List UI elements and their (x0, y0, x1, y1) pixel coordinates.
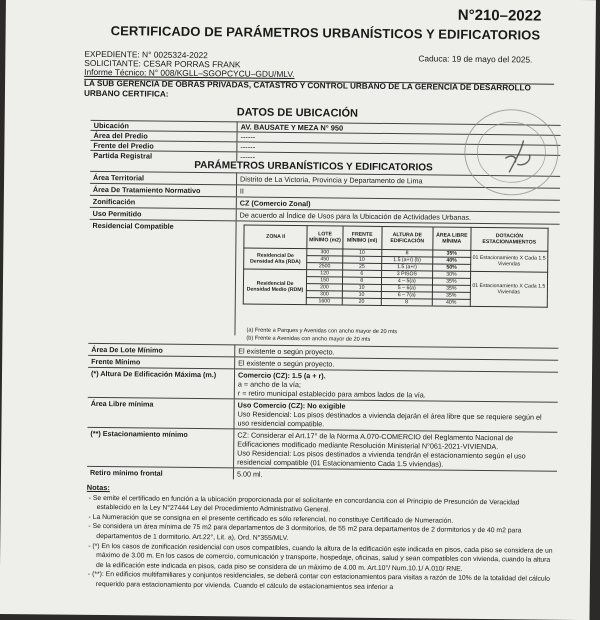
cell: 4 – 5(a) (381, 277, 432, 285)
area-libre-line-1: Uso Comercio (CZ): No exigible (237, 400, 346, 411)
area-territorial-value: Distrito de La Victoria, Provincia y Departamento de Lima (237, 173, 561, 188)
certificate-number: N°210–2022 (457, 6, 542, 25)
tratamiento-label: Área De Tratamiento Normativo (90, 183, 237, 197)
zonificacion-label: Zonificación (90, 195, 237, 209)
zone-label: Residencial De Densidad Medio (RDM) (243, 269, 307, 305)
cell: 10 (343, 249, 382, 256)
cell: 40% (432, 299, 470, 306)
expiry-date: Caduca: 19 de mayo del 2025. (418, 53, 533, 65)
cell: 2500 (307, 263, 343, 270)
cell: 30% (433, 271, 471, 278)
cell: 8 (342, 277, 381, 284)
estacionamiento-line-1: CZ: Considerar el Art.17° de la Norma A.070-COMERCIO del Reglamento Nacional de Edificaciones modificado mediante Resolución Ministerial N°061-2021-VIVIENDA. (237, 430, 514, 452)
cell: 200 (307, 284, 343, 291)
zonificacion-value: CZ (Comercio Zonal) (236, 197, 560, 212)
altura-value (234, 369, 558, 402)
parking-cell: 01 Estacionamiento X Cada 1.5 Viviendas (470, 250, 547, 272)
cell: 450 (307, 256, 343, 263)
cell: 35% (432, 278, 470, 285)
partida-label: Partida Registral (90, 150, 237, 161)
note-text: (*) En los casos de zonificación residencial con usos compatibles, cuando la altura de la edificación este indicada en pisos, cada piso se considera de un máximo de 3.00 m. En los casos de comercio, comunicación y transporte, hospedaje, oficinas, salud y sean compatibles con vivienda, cuando la altura de la edificación este indicada en pisos, cada piso se considera de un máximo de 4.00 m. Art.10°/ Num.10.1/ A.010/ RNE. (92, 542, 553, 573)
table-row (87, 427, 557, 471)
note-item: - La Numeración que se consigna en el presente certificado es sólo referencial, no constituye Certificado de Numeración. (88, 513, 454, 525)
frente-minimo-value: El existente o según proyecto. (235, 357, 559, 372)
col-header: FRENTE MÍNIMO (ml) (343, 226, 382, 249)
residencial-table (243, 225, 549, 308)
cell: 35% (432, 285, 470, 292)
lote-minimo-value: El existente o según proyecto. (235, 345, 559, 360)
informe-tecnico: Informe Técnico: N° 008/KGLL–SGOPCYCU–GDU/MLV. (84, 66, 295, 80)
altura-line-2: a = ancho de la vía; (237, 379, 301, 390)
area-libre-value (234, 399, 558, 432)
notes-section (86, 483, 555, 594)
expediente: EXPEDIENTE: N° 0025324-2022 (84, 48, 208, 61)
frente-predio-value: ------ (237, 142, 561, 155)
parametros-lower-table (87, 343, 558, 483)
ubicacion-heading: DATOS DE UBICACIÓN (236, 106, 359, 120)
cell: 40% (433, 257, 471, 264)
col-header: ÁREA LIBRE MÍNIMA (433, 227, 471, 250)
cell: 25 (342, 263, 381, 270)
cell: 3 PISOS (381, 270, 432, 278)
cell: 150 (307, 277, 343, 284)
residencial-label: Residencial Compatible (88, 219, 236, 335)
retiro-label: Retiro mínimo frontal (87, 466, 234, 479)
area-territorial-label: Área Territorial (90, 171, 237, 185)
estacionamiento-value (234, 429, 558, 471)
cell: 35% (433, 250, 471, 257)
table-row (88, 367, 558, 402)
cell: 10 (342, 291, 381, 298)
note-text: (**): En edificios multifamiliares y conjuntos residenciales, se deberá contar con estacionamientos para visitas a razón de 10% de la totalidad del cálculo requerido para estacionamiento por vivienda. Cuando el cálculo de estacionamientos sea inferior a (92, 571, 550, 592)
col-header: LOTE MÍNIMO (m2) (307, 226, 343, 249)
note-item: - Se emite el certificado en función a la ubicación proporcionada por el solicitante en concordancia con el Principio de Presunción de Veracidad establecido en la Ley N°27444 Ley del Procedimiento Administrativo General. (88, 494, 520, 514)
cell: 8 (381, 298, 432, 306)
col-header: ZONA II (244, 225, 308, 249)
solicitante: SOLICITANTE: CESAR PORRAS FRANK (84, 57, 241, 70)
estacionamiento-label: (**) Estacionamiento mínimo (87, 427, 234, 468)
cell: 1600 (307, 298, 343, 305)
ubicacion-value: AV. BAUSATE Y MEZA N° 950 (237, 122, 561, 135)
area-libre-line-2: Uso Residencial: Los pisos destinados a vivienda dejarán el área libre que se requiere según el uso residencial compatible. (237, 409, 542, 429)
uso-permitido-label: Uso Permitido (90, 207, 237, 221)
table-note-a: (a) Frente a Parques y Avenidas con ancho mayor de 20 mts (246, 327, 398, 336)
parking-cell: 01 Estacionamiento X Cada 1.5 Viviendas (470, 271, 548, 307)
cell: 6 – 7(a) (381, 291, 432, 299)
note-item: - Se considera un área mínima de 75 m2 para departamentos de 3 dormitorios, de 55 m2 para departamentos de 2 dormitorios y de 40 m2 para departamentos de 1 dormitorio. Art.22°, Lit. a), Ord. N°355/MLV. (88, 523, 522, 542)
cell: 120 (307, 270, 343, 277)
lote-minimo-label: Área De Lote Mínimo (88, 343, 235, 357)
tratamiento-value: II (236, 185, 560, 200)
frente-predio-label: Frente del Predio (90, 140, 237, 152)
cell: 8 (381, 249, 432, 257)
notes-heading: Notas: (86, 482, 110, 493)
cell: 10 (342, 256, 381, 263)
cell: 1.5 (a+r) (381, 263, 432, 271)
note-text: La Numeración que se consigna en el presente certificado es sólo referencial, no constituye Certificado de Numeración. (92, 513, 454, 525)
zone-label: Residencial De Densidad Alta (RDA) (244, 248, 307, 270)
note-text: Se emite el certificado en función a la ubicación proporcionada por el solicitante en concordancia con el Principio de Presunción de Veracidad establecido en la Ley N°27444 Ley del Procedimiento Administrativo General. (92, 494, 520, 514)
estacionamiento-line-2: Uso Residencial: Los pisos destinados a vivienda tendrán el estacionamiento según el uso residencial compatible (01 Estacionamiento Cada 1.5 viviendas). (237, 448, 526, 469)
cell: 50% (433, 264, 471, 271)
frente-minimo-label: Frente Mínimo (88, 355, 235, 369)
cell: 300 (307, 249, 343, 256)
retiro-value: 5.00 ml. (233, 468, 557, 483)
cell: 20 (342, 298, 381, 305)
ubicacion-label: Ubicación (91, 120, 238, 132)
cell: 35% (432, 292, 470, 299)
note-text: Se considera un área mínima de 75 m2 para departamentos de 3 dormitorios, de 55 m2 para departamentos de 2 dormitorios y de 40 m2 para departamentos de 1 dormitorio. Art.22°, Lit. a), Ord. N°355/MLV. (92, 523, 522, 542)
altura-line-3: r = retiro municipal establecido para ambos lados de la vía. (237, 388, 426, 400)
official-seal-icon (464, 109, 559, 196)
intro-statement: LA SUB GERENCIA DE OBRAS PRIVADAS, CATASTRO Y CONTROL URBANO DE LA GERENCIA DE DESARROLLO URBANO CERTIFICA: (83, 78, 531, 99)
col-header: ALTURA DE EDIFICACIÓN (381, 226, 433, 250)
cell: 300 (307, 291, 343, 298)
area-libre-label: Área Libre mínima (87, 397, 234, 429)
altura-label: (*) Altura De Edificación Máxima (m.) (88, 367, 235, 399)
cell: 6 (342, 270, 381, 277)
certificate-title: CERTIFICADO DE PARÁMETROS URBANÍSTICOS Y EDIFICATORIOS (110, 23, 541, 43)
cell: 10 (342, 284, 381, 291)
table-row (87, 397, 557, 432)
altura-line-1: Comercio (CZ): 1.5 (a + r). (237, 370, 326, 381)
note-item: - (**): En edificios multifamiliares y conjuntos residenciales, se deberá contar con estacionamientos para visitas a razón de 10% de la totalidad del cálculo requerido para estacionamiento por vivienda. Cuando el cálculo de estacionamientos sea inferior a (87, 571, 550, 592)
cell: 5 – 6(a) (381, 284, 432, 292)
parametros-heading: PARÁMETROS URBANÍSTICOS Y EDIFICATORIOS (194, 159, 433, 174)
cell: 1.5 (a+r) (b) (381, 256, 432, 264)
partida-value: ------ (237, 152, 561, 165)
area-predio-value: ------ (237, 132, 561, 145)
uso-permitido-value: De acuerdo al Índice de Usos para la Ubicación de Actividades Urbanas. (236, 209, 560, 224)
table-note-b: (b) Frente a Avenidas con ancho mayor de 20 mts (246, 335, 371, 343)
table-header-row (244, 225, 548, 251)
note-item: - (*) En los casos de zonificación residencial con usos compatibles, cuando la altura de la edificación este indicada en pisos, cada piso se considera de un máximo de 3.00 m. En los casos de comercio, comunicación y transporte, hospedaje, oficinas, salud y sean compatibles con vivienda, cuando la altura de la edificación este indicada en pisos, cada piso se considera de un máximo de 4.00 m. Art.10°/ Num.10.1/ A.010/ RNE. (88, 542, 553, 573)
area-predio-label: Área del Predio (90, 130, 237, 142)
col-header: DOTACIÓN ESTACIONAMIENTOS (471, 227, 549, 251)
